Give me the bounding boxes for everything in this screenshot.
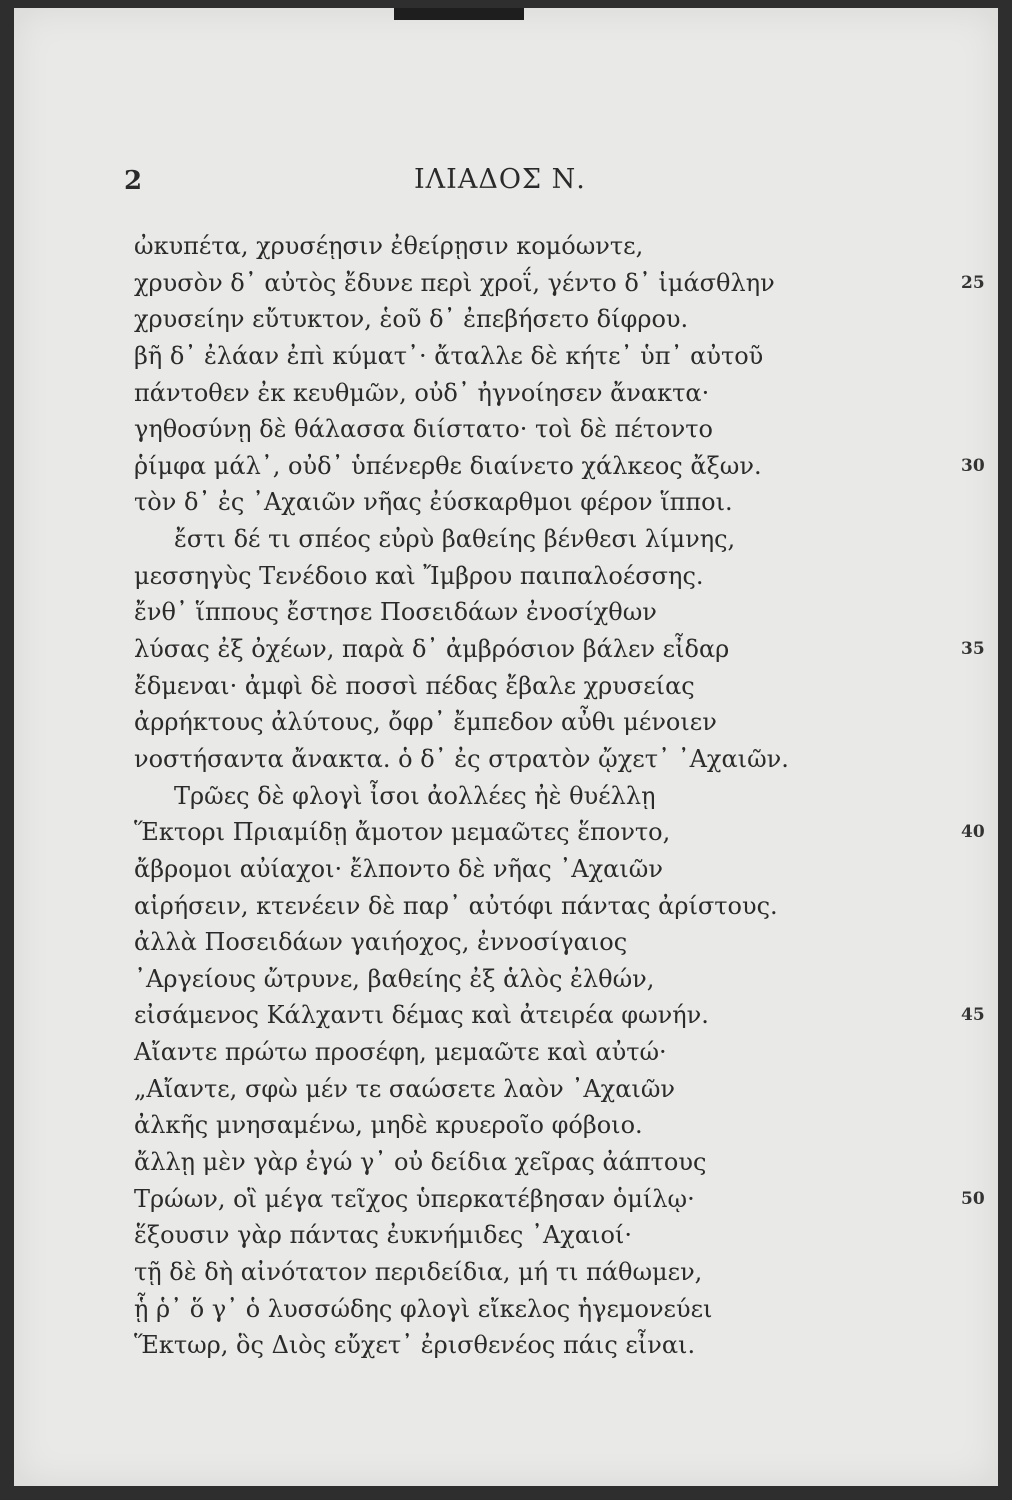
verse-text: ἔδμεναι· ἀμφὶ δὲ ποσσὶ πέδας ἔβαλε χρυσείας (134, 671, 695, 700)
verse-text: ἀλκῆς μνησαμένω, μηδὲ κρυεροῖο φόβοιο. (134, 1111, 643, 1140)
line-number: 30 (961, 455, 985, 476)
verse-text: ἄβρομοι αὐίαχοι· ἔλποντο δὲ νῆας ᾽Αχαιῶν (134, 854, 663, 883)
verse-line (134, 338, 874, 375)
verse-text: βῆ δ᾽ ἐλάαν ἐπὶ κύματ᾽· ἄταλλε δὲ κήτε᾽ ὑπ᾽ αὐτοῦ (134, 341, 764, 370)
verse-line (134, 448, 985, 485)
verse-line (134, 1327, 874, 1364)
verse-text: αἱρήσειν, κτενέειν δὲ παρ᾽ αὐτόφι πάντας ἀρίστους. (134, 891, 778, 920)
line-number: 25 (961, 272, 985, 293)
page-header (14, 160, 998, 200)
scan-edge (394, 8, 524, 20)
verse-text: Ἕκτορι Πριαμίδῃ ἄμοτον μεμαῶτες ἕποντο, (134, 818, 671, 847)
verse-text: πάντοθεν ἐκ κευθμῶν, οὐδ᾽ ἠγνοίησεν ἄνακτα· (134, 378, 710, 407)
verse-text: λύσας ἐξ ὀχέων, παρὰ δ᾽ ἀμβρόσιον βάλεν εἶδαρ (134, 635, 730, 664)
verse-text: ἀρρήκτους ἀλύτους, ὄφρ᾽ ἔμπεδον αὖθι μένοιεν (134, 708, 717, 737)
verse-line (134, 228, 874, 265)
verse-text: Τρώων, οἳ μέγα τεῖχος ὑπερκατέβησαν ὁμίλῳ· (134, 1184, 695, 1213)
verse-text: νοστήσαντα ἄνακτα. ὁ δ᾽ ἐς στρατὸν ᾤχετ᾽ ᾽Αχαιῶν. (134, 744, 789, 773)
verse-line (134, 521, 874, 558)
verse-line (134, 301, 874, 338)
verse-line (134, 1034, 874, 1071)
verse-text: ἔνθ᾽ ἵππους ἔστησε Ποσειδάων ἐνοσίχθων (134, 598, 657, 627)
verse-text: Ἕκτωρ, ὃς Διὸς εὔχετ᾽ ἐρισθενέος πάις εἶναι. (134, 1331, 696, 1360)
verse-text: χρυσὸν δ᾽ αὐτὸς ἔδυνε περὶ χροΐ, γέντο δ᾽ ἱμάσθλην (134, 268, 775, 297)
verse-text: ὠκυπέτα, χρυσέῃσιν ἐθείρῃσιν κομόωντε, (134, 232, 644, 260)
page-number: 2 (124, 166, 143, 196)
verse-text: γηθοσύνῃ δὲ θάλασσα διίστατο· τοὶ δὲ πέτοντο (134, 415, 713, 444)
verse-text: χρυσείην εὔτυκτον, ἑοῦ δ᾽ ἐπεβήσετο δίφρου. (134, 305, 689, 334)
verse-line (134, 631, 985, 668)
verse-line (134, 924, 874, 961)
verse-line (134, 1107, 874, 1144)
verse-text: ἕξουσιν γὰρ πάντας ἐυκνήμιδες ᾽Αχαιοί· (134, 1221, 632, 1250)
line-number: 50 (961, 1188, 985, 1209)
verse-block (134, 228, 985, 1364)
verse-line (134, 411, 874, 448)
verse-line (134, 778, 874, 815)
verse-text: Αἴαντε πρώτω προσέφη, μεμαῶτε καὶ αὐτώ· (134, 1038, 667, 1067)
verse-line (134, 1071, 874, 1108)
verse-line (134, 1144, 874, 1181)
verse-text: εἰσάμενος Κάλχαντι δέμας καὶ ἀτειρέα φωνήν. (134, 1001, 709, 1030)
verse-line (134, 1181, 985, 1218)
verse-line (134, 997, 985, 1034)
verse-line (134, 558, 874, 595)
verse-text: μεσσηγὺς Τενέδοιο καὶ Ἴμβρου παιπαλοέσσης. (134, 561, 704, 590)
verse-line (134, 1254, 874, 1291)
verse-text: ἀλλὰ Ποσειδάων γαιήοχος, ἐννοσίγαιος (134, 928, 628, 957)
verse-text: ἄλλῃ μὲν γὰρ ἐγώ γ᾽ οὐ δείδια χεῖρας ἀάπτους (134, 1148, 707, 1177)
verse-line (134, 668, 874, 705)
verse-line (134, 814, 985, 851)
line-number: 35 (961, 639, 985, 660)
verse-line (134, 484, 874, 521)
verse-text: ῥίμφα μάλ᾽, οὐδ᾽ ὑπένερθε διαίνετο χάλκεος ἄξων. (134, 451, 762, 480)
line-number: 45 (961, 1005, 985, 1026)
verse-text: τὸν δ᾽ ἐς ᾽Αχαιῶν νῆας ἐύσκαρθμοι φέρον ἵπποι. (134, 488, 733, 517)
verse-line (134, 1217, 874, 1254)
verse-line (134, 741, 874, 778)
verse-line (134, 704, 874, 741)
verse-text: „Αἴαντε, σφὼ μέν τε σαώσετε λαὸν ᾽Αχαιῶν (134, 1074, 675, 1103)
verse-text: τῇ δὲ δὴ αἰνότατον περιδείδια, μή τι πάθωμεν, (134, 1257, 703, 1286)
verse-line (134, 594, 874, 631)
verse-line (134, 265, 985, 302)
verse-text: ᾗ ῥ᾽ ὅ γ᾽ ὁ λυσσώδης φλογὶ εἴκελος ἡγεμονεύει (134, 1294, 713, 1323)
line-number: 40 (961, 822, 985, 843)
running-head: ΙΛΙΑΔΟΣ Ν. (414, 164, 586, 195)
verse-text: ἔστι δέ τι σπέος εὐρὺ βαθείης βένθεσι λίμνης, (174, 525, 736, 554)
verse-line (134, 851, 874, 888)
book-page (14, 8, 998, 1486)
verse-text: Τρῶες δὲ φλογὶ ἶσοι ἀολλέες ἠὲ θυέλλῃ (174, 781, 656, 810)
verse-line (134, 375, 874, 412)
verse-line (134, 888, 874, 925)
verse-line (134, 1291, 874, 1328)
verse-text: ᾽Αργείους ὤτρυνε, βαθείης ἐξ ἁλὸς ἐλθών, (134, 964, 655, 993)
verse-line (134, 961, 874, 998)
